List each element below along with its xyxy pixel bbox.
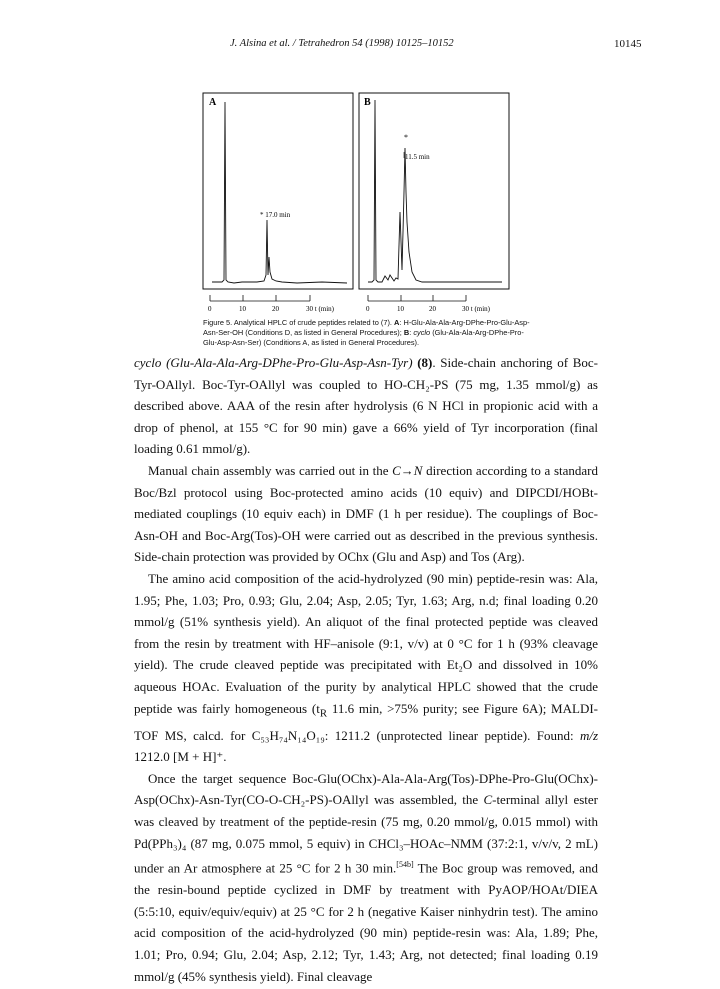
- tick-a-0: 0: [208, 305, 212, 313]
- tick-b-30: 30 t (min): [462, 305, 490, 313]
- body-text: [134, 352, 598, 987]
- panel-a-label: A: [209, 97, 217, 108]
- panel-b-label: B: [364, 97, 371, 108]
- caption-prefix: Figure 5.: [203, 318, 233, 327]
- figure-caption: Figure 5. Analytical HPLC of crude peptides related to (7). A: H-Glu-Ala-Ala-Arg-DPhe-Pro-Glu-Asp-Asn-Ser-OH (Conditions D, as listed in General Procedures); B: cyclo (Glu-Ala-Ala-Arg-DPhe-Pro-Glu-Asp-Asn-Ser) (Conditions A, as listed in General Procedures).: [203, 318, 530, 347]
- compound-number: (8): [417, 355, 433, 370]
- paragraph-1: cyclo (Glu-Ala-Ala-Arg-DPhe-Pro-Glu-Asp-Asn-Tyr) (8). Side-chain anchoring of Boc-Tyr-OAllyl. Boc-Tyr-OAllyl was coupled to HO-CH₂-PS (75 mg, 1.35 mmol/g) as described above. AAA of the resin after hydrolysis (6 N HCl in propionic acid with a drop of phenol, at 155 °C for 90 min) gave a 66% yield of Tyr incorporation (final loading 0.61 mmol/g).: [134, 355, 598, 457]
- tick-a-20: 20: [272, 305, 279, 313]
- tick-b-20: 20: [429, 305, 436, 313]
- paragraph-4: Once the target sequence Boc-Glu(OChx)-Ala-Ala-Arg(Tos)-DPhe-Pro-Glu(OChx)-Asp(OChx)-Asn-Tyr(CO-O-CH₂-PS)-OAllyl was assembled, the C-terminal allyl ester was cleaved by treatment of the peptide-resin (75 mg, 0.20 mmol/g, 0.015 mmol) with Pd(PPh₃)₄ (87 mg, 0.075 mmol, 5 equiv) in CHCl₃–HOAc–NMM (37:2:1, v/v/v, 2 mL) under an Ar atmosphere at 25 °C for 2 h 30 min.[54b] The Boc group was removed, and the resin-bound peptide cyclized in DMF by treatment with PyAOP/HOAt/DIEA (5:5:10, equiv/equiv/equiv) at 25 °C for 2 h (negative Kaiser ninhydrin test). The amino acid composition of the acid-hydrolyzed (90 min) peptide-resin was: Ala, 1.89; Phe, 1.01; Pro, 0.94; Glu, 2.04; Asp, 2.12; Tyr, 1.43; Arg, not detected; final loading 0.19 mmol/g (45% synthesis yield). Final cleavage: [134, 770, 599, 984]
- peak-a-annotation: * 17.0 min: [260, 211, 291, 219]
- peak-b-star: *: [404, 133, 408, 142]
- tick-b-10: 10: [397, 305, 404, 313]
- running-head: J. Alsina et al. / Tetrahedron 54 (1998) 10125–10152: [230, 38, 454, 49]
- reference-54b: [54b]: [396, 860, 414, 870]
- figure-5: [202, 92, 514, 316]
- panel-a-trace: [212, 102, 347, 283]
- running-header: [0, 38, 720, 54]
- panel-b-trace: [368, 100, 502, 282]
- peak-b-annotation: 11.5 min: [405, 153, 430, 161]
- hplc-chromatograms: [202, 92, 514, 316]
- panel-b-frame: [359, 93, 509, 289]
- page-number: 10145: [614, 38, 642, 50]
- compound-title: cyclo (Glu-Ala-Ala-Arg-DPhe-Pro-Glu-Asp-Asn-Tyr): [134, 355, 413, 370]
- tick-a-30: 30 t (min): [306, 305, 334, 313]
- tick-a-10: 10: [239, 305, 246, 313]
- paragraph-3: The amino acid composition of the acid-hydrolyzed (90 min) peptide-resin was: Ala, 1.95; Phe, 1.03; Pro, 0.93; Glu, 2.04; Asp, 2.05; Tyr, 1.63; Arg, n.d; final loading 0.20 mmol/g (51% synthesis yield). An aliquot of the final protected peptide was cleaved from the resin by treatment with HF–anisole (9:1, v/v) at 0 °C for 1 h (93% cleavage yield). The crude cleaved peptide was precipitated with Et₂O and dissolved in 10% aqueous HOAc. Evaluation of the purity by analytical HPLC showed that the crude peptide was fairly homogeneous ($t_R$ 11.6 min, >75% purity; see Figure 6A); MALDI-TOF MS, calcd. for C₅₃H₇₄N₁₄O₁₉: 1211.2 (unprotected linear peptide). Found: m/z 1212.0 [M + H]⁺.: [134, 570, 598, 765]
- tick-b-0: 0: [366, 305, 370, 313]
- paragraph-2: Manual chain assembly was carried out in the C→N direction according to a standard Boc/Bzl protocol using Boc-protected amino acids (10 equiv) and DIPCDI/HOBt-mediated couplings (10 equiv each) in DMF (1 h per residue). The couplings of Boc-Asn-OH and Boc-Arg(Tos)-OH were carried out as described in the previous synthesis. Side-chain protection was provided by OChx (Glu and Asp) and Tos (Arg).: [134, 462, 598, 565]
